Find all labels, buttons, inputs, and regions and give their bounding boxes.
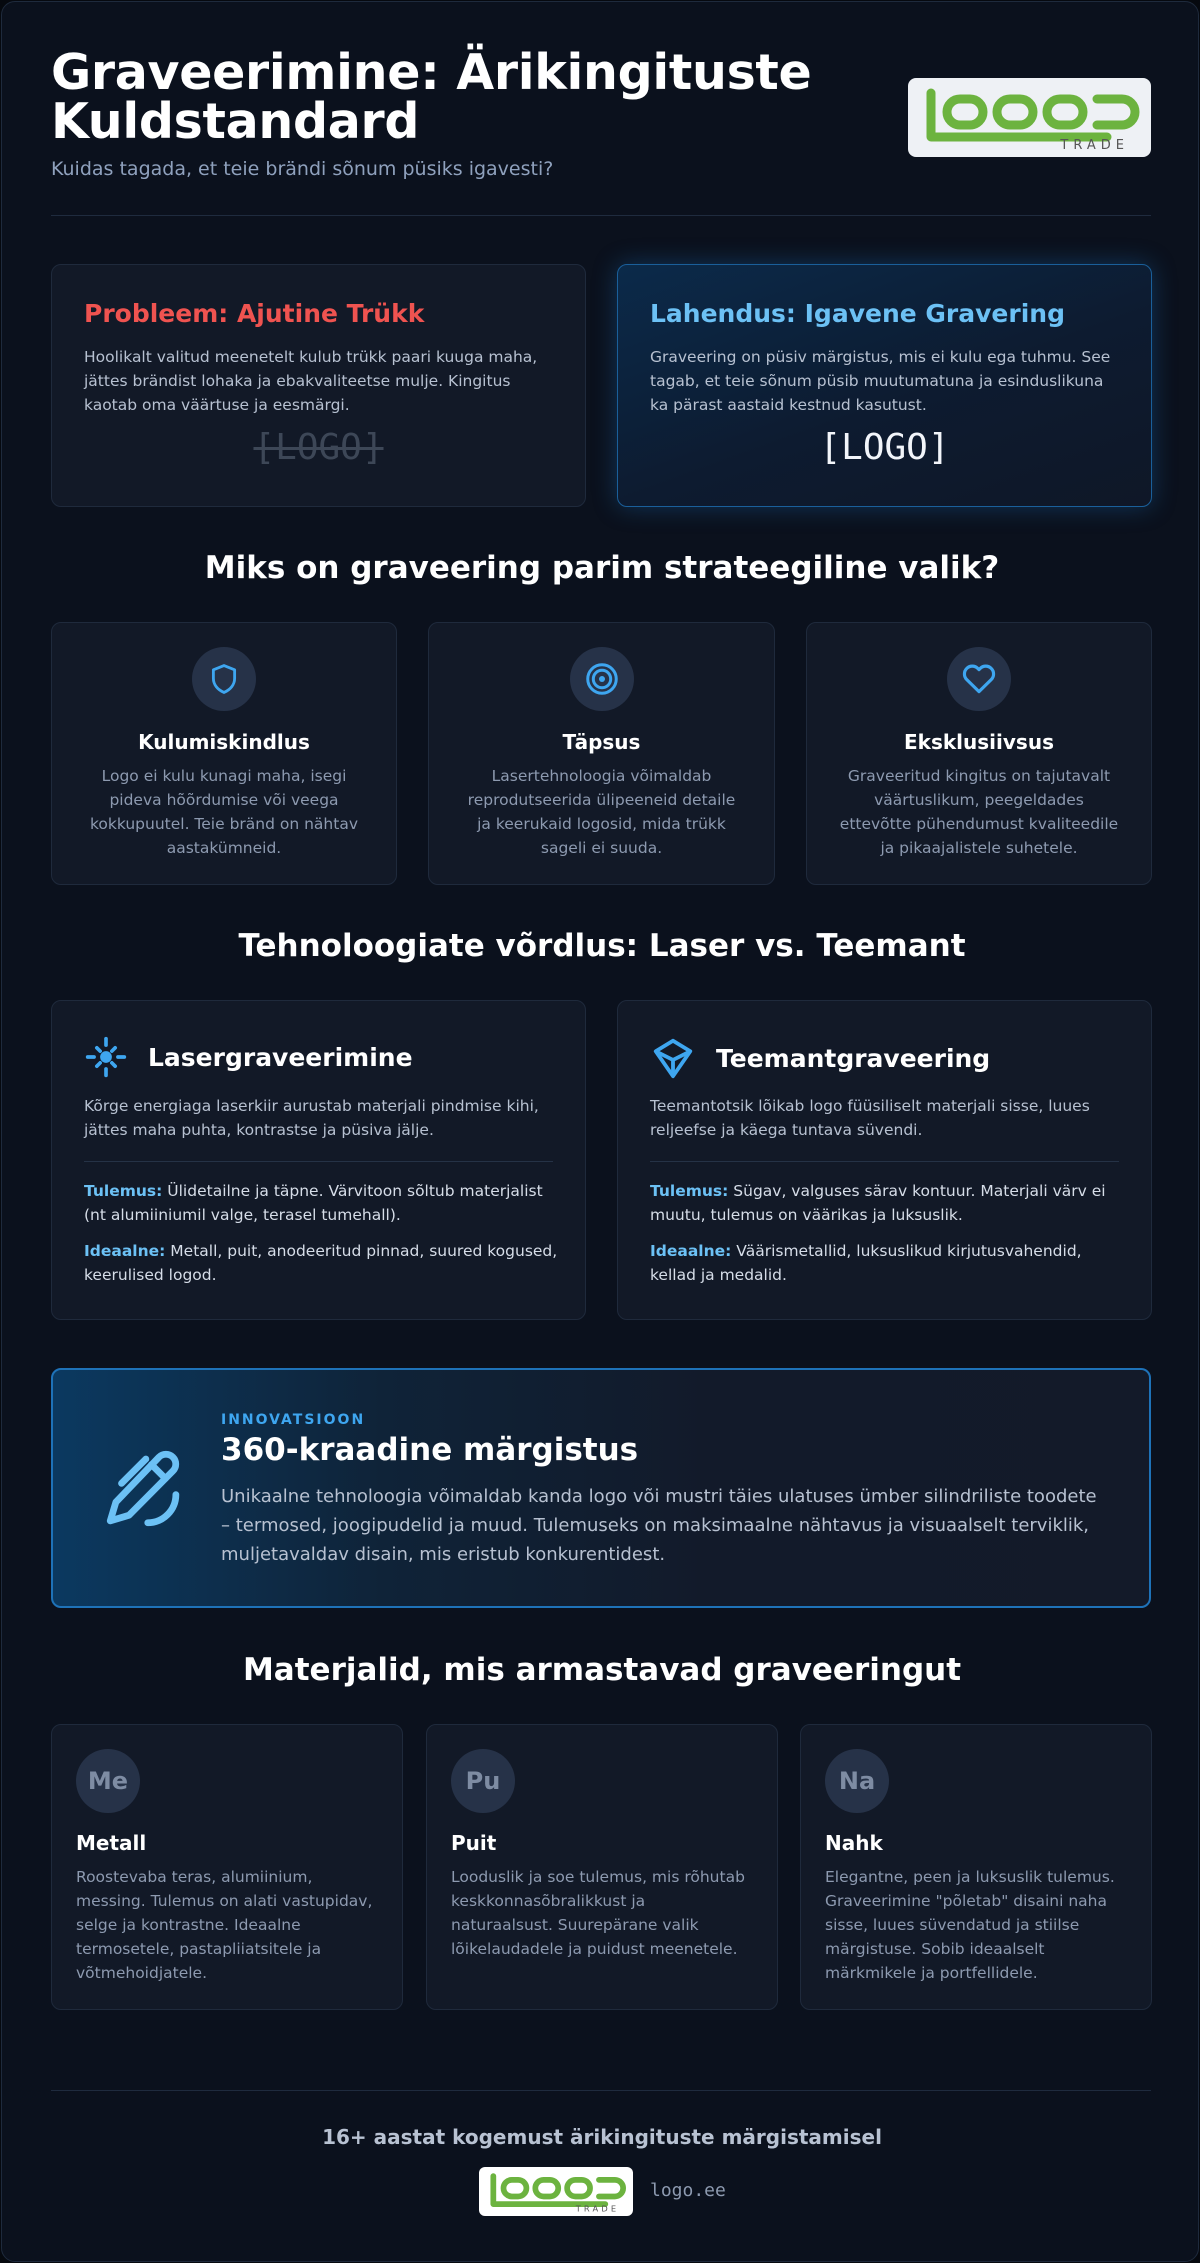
logo-trade-icon — [917, 85, 1142, 151]
problem-logo-label: [LOGO] — [253, 427, 384, 468]
divider — [84, 1161, 553, 1162]
footer-logo[interactable] — [479, 2167, 633, 2216]
laser-description: Kõrge energiaga laserkiir aurustab materjali pindmise kihi, jättes maha puhta, kontrastse ja püsiva jälje. — [84, 1097, 539, 1139]
solution-text: Graveering on püsiv märgistus, mis ei kulu ega tuhmu. See tagab, et teie sõnum püsib muutumatuna ja esinduslikuna ka pärast aastaid kestnud kasutust. — [650, 348, 1111, 414]
diamond-result: Tulemus: Sügav, valguses särav kontuur. Materjali värv ei muutu, tulemus on väärikas ja luksuslik. — [650, 1182, 1106, 1224]
laser-result: Tulemus: Ülidetailne ja täpne. Värvitoon sõltub materjalist (nt alumiiniumil valge, terasel tumehall). — [84, 1182, 543, 1224]
solution-card — [617, 264, 1152, 507]
feature-title: Eksklusiivsus — [904, 730, 1054, 754]
innovation-title: 360-kraadine märgistus — [221, 1432, 639, 1468]
target-icon — [584, 661, 620, 697]
innovation-kicker: INNOVATSIOON — [221, 1412, 366, 1428]
problem-card — [51, 264, 586, 507]
feature-text: Logo ei kulu kunagi maha, isegi pideva hõõrdumise või veega kokkupuutel. Teie bränd on nähtav aastakümneid. — [89, 767, 359, 857]
material-badge: Me — [76, 1749, 140, 1813]
feature-card — [806, 622, 1152, 885]
divider — [650, 1161, 1119, 1162]
page-subtitle: Kuidas tagada, et teie brändi sõnum püsiks igavesti? — [51, 158, 554, 180]
material-title: Metall — [76, 1831, 147, 1855]
material-card — [800, 1724, 1152, 2010]
solution-logo-label: [LOGO] — [819, 427, 950, 468]
pen-tool-icon — [99, 1444, 189, 1534]
laser-ideal: Ideaalne: Metall, puit, anodeeritud pinnad, suured kogused, keerulised logod. — [84, 1242, 558, 1284]
diamond-icon — [650, 1035, 696, 1081]
material-badge: Na — [825, 1749, 889, 1813]
diamond-card — [617, 1000, 1152, 1320]
laser-title: Lasergraveerimine — [148, 1042, 413, 1072]
material-card — [51, 1724, 403, 2010]
footer-divider — [51, 2090, 1151, 2091]
problem-text: Hoolikalt valitud meenetelt kulub trükk paari kuuga maha, jättes brändist lohaka ja ebakvaliteetse mulje. Kingitus kaotab oma väärtuse ja eesmärgi. — [84, 348, 538, 414]
footer-website-link[interactable]: logo.ee — [650, 2180, 726, 2201]
material-text: Roostevaba teras, alumiinium, messing. Tulemus on alati vastupidav, selge ja kontrastne. Ideaalne termosetele, pastapliiatsitele ja võtmehoidjatele. — [76, 1868, 373, 1982]
innovation-text: Unikaalne tehnoloogia võimaldab kanda logo või mustri täies ulatuses ümber silindriliste toodete – termosed, joogipudelid ja muud. Tulemuseks on maksimaalne nähtavus ja visuaalselt terviklik, muljetavaldav disain, mis eristub konkurentidest. — [221, 1486, 1097, 1565]
footer-tagline: 16+ aastat kogemust ärikingituste märgistamisel — [322, 2125, 882, 2149]
shield-icon — [207, 662, 241, 696]
tech-heading: Tehnoloogiate võrdlus: Laser vs. Teemant — [238, 928, 966, 964]
brand-logo[interactable] — [908, 78, 1151, 157]
page — [1, 1, 1199, 2262]
material-badge: Pu — [451, 1749, 515, 1813]
feature-text: Lasertehnoloogia võimaldab reprodutseerida ülipeeneid detaile ja keerukaid logosid, mida trükk sageli ei suuda. — [467, 767, 736, 857]
logo-trade-text: TRADE — [1060, 137, 1129, 151]
material-title: Puit — [451, 1831, 497, 1855]
solution-title: Lahendus: Igavene Gravering — [650, 299, 1065, 328]
footer-logo-trade-text: TRADE — [575, 2203, 620, 2213]
innovation-banner — [51, 1368, 1151, 1608]
material-title: Nahk — [825, 1831, 883, 1855]
header — [51, 44, 1151, 218]
header-divider — [51, 215, 1151, 216]
materials-heading: Materjalid, mis armastavad graveeringut — [242, 1652, 962, 1688]
why-heading: Miks on graveering parim strateegiline valik? — [204, 550, 1000, 586]
laser-card — [51, 1000, 586, 1320]
page-title: Graveerimine: Ärikingituste Kuldstandard — [51, 44, 812, 150]
material-text: Elegantne, peen ja luksuslik tulemus. Graveerimine "põletab" disaini naha sisse, luues süvendatud ja stiilse märgistuse. Sobib ideaalselt märkmikele ja portfellidele. — [825, 1868, 1115, 1982]
diamond-description: Teemantotsik lõikab logo füüsiliselt materjali sisse, luues reljeefse ja käega tuntava süvendi. — [650, 1097, 1090, 1139]
feature-title: Kulumiskindlus — [138, 730, 310, 754]
feature-text: Graveeritud kingitus on tajutavalt väärtuslikum, peegeldades ettevõtte pühendumust kvaliteedile ja pikaajalistele suhetele. — [839, 767, 1119, 857]
material-text: Looduslik ja soe tulemus, mis rõhutab keskkonnasõbralikkust ja naturaalsust. Suurepärane valik lõikelaudadele ja puidust meenetele. — [451, 1868, 745, 1958]
diamond-title: Teemantgraveering — [716, 1043, 991, 1073]
feature-card — [428, 622, 775, 885]
heart-icon — [960, 660, 998, 698]
problem-title: Probleem: Ajutine Trükk — [84, 299, 425, 328]
logo-trade-icon — [484, 2171, 628, 2213]
diamond-ideal: Ideaalne: Väärismetallid, luksuslikud kirjutusvahendid, kellad ja medalid. — [650, 1242, 1082, 1284]
feature-title: Täpsus — [562, 730, 641, 754]
laser-icon — [84, 1035, 128, 1079]
material-card — [426, 1724, 778, 2010]
feature-card — [51, 622, 397, 885]
